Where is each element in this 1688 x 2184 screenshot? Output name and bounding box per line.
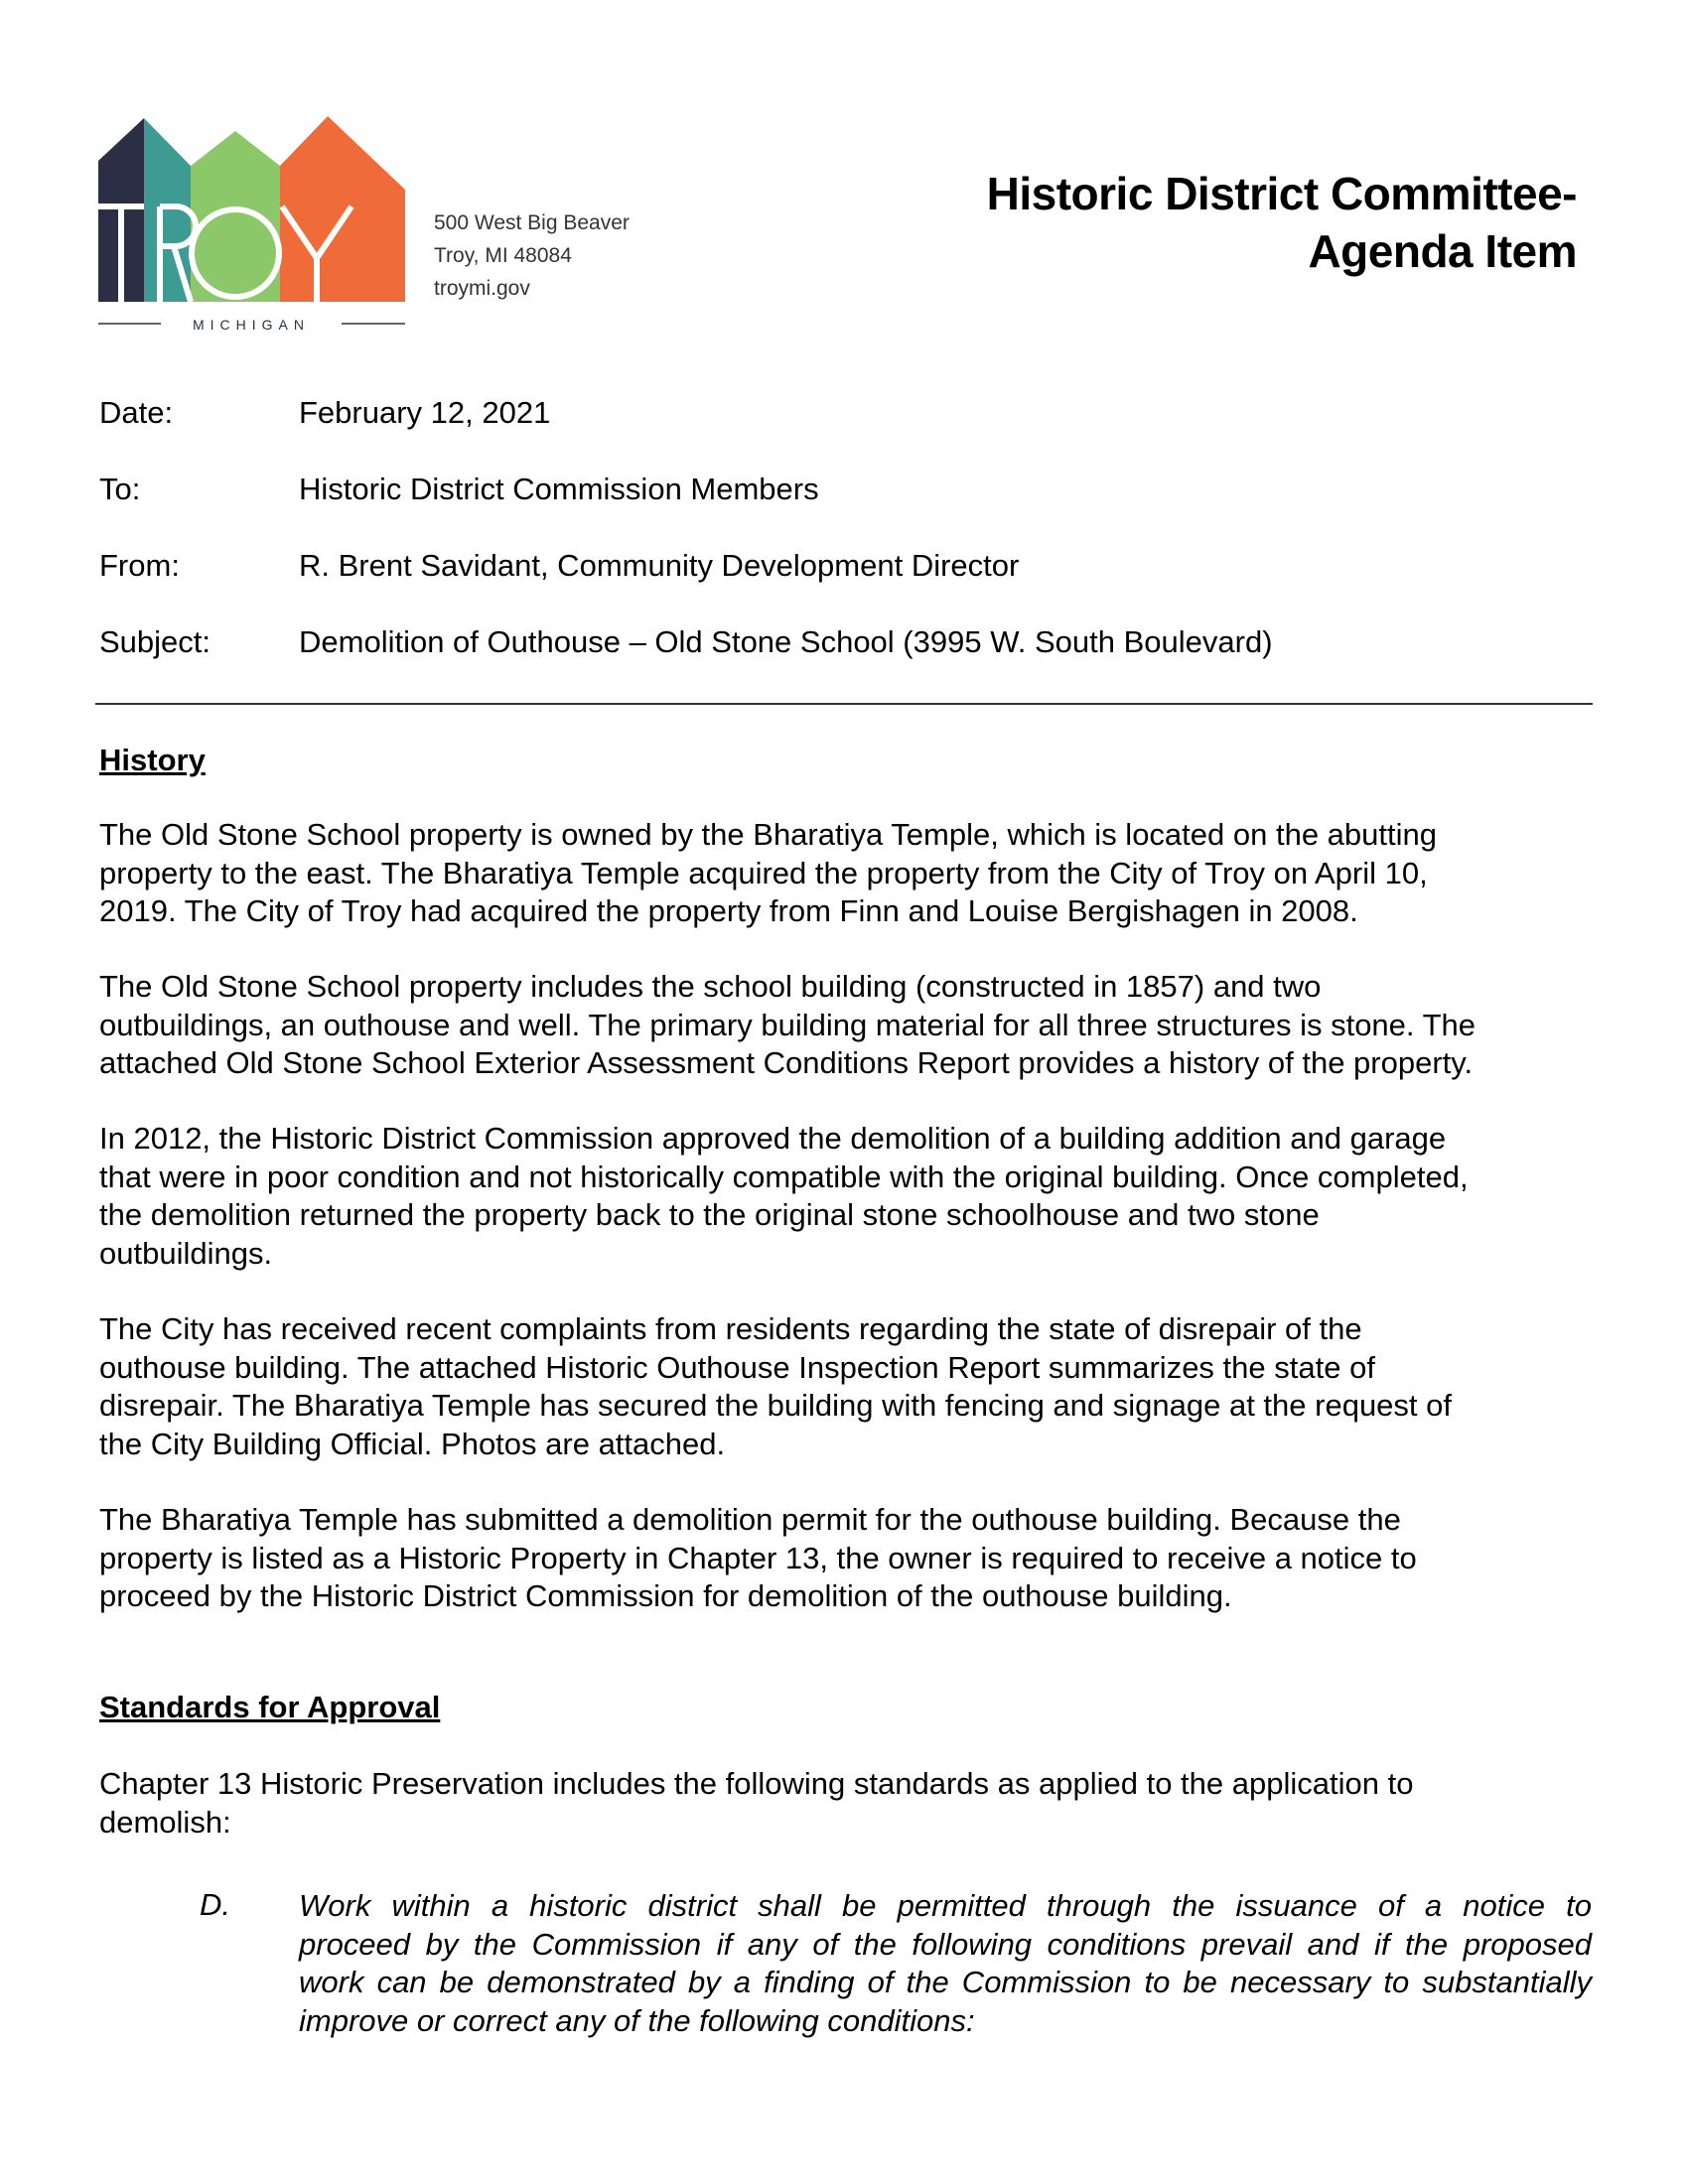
to-label: To:	[99, 472, 141, 506]
paragraph-line: attached Old Stone School Exterior Assessment Conditions Report provides a history of the property.	[99, 1045, 1474, 1080]
title-line: Historic District Committee-	[986, 168, 1577, 219]
paragraph-line: disrepair. The Bharatiya Temple has secured the building with fencing and signage at the request of	[99, 1388, 1453, 1423]
standard-line: proceed by the Commission if any of the following conditions prevail and if the proposed	[299, 1926, 1592, 1962]
history-heading: History	[99, 743, 206, 777]
paragraph-line: the City Building Official. Photos are attached.	[99, 1426, 726, 1461]
paragraph-line: outbuildings.	[99, 1235, 273, 1271]
paragraph-line: In 2012, the Historic District Commission approved the demolition of a building addition and garage	[99, 1121, 1447, 1156]
history-paragraph	[99, 816, 1437, 931]
standard-item-text	[299, 1887, 1592, 2040]
date-value: February 12, 2021	[299, 395, 551, 430]
subject-value: Demolition of Outhouse – Old Stone School (3995 W. South Boulevard)	[299, 624, 1273, 659]
troy-michigan-logo	[96, 114, 414, 333]
paragraph-line: outhouse building. The attached Historic Outhouse Inspection Report summarizes the state of	[99, 1349, 1375, 1385]
logo-subtext: MICHIGAN	[193, 317, 310, 333]
standards-heading: Standards for Approval	[99, 1690, 441, 1724]
paragraph-line: The City has received recent complaints from residents regarding the state of disrepair of the	[99, 1311, 1362, 1346]
standard-item-letter: D.	[200, 1887, 230, 1922]
to-value: Historic District Commission Members	[299, 472, 819, 506]
date-label: Date:	[99, 395, 174, 430]
title-line: Agenda Item	[1308, 225, 1577, 277]
history-paragraph	[99, 1120, 1469, 1273]
paragraph-line: property to the east. The Bharatiya Temple acquired the property from the City of Troy on April 10,	[99, 855, 1428, 890]
address-line: 500 West Big Beaver	[434, 211, 630, 234]
standard-line: Work within a historic district shall be permitted through the issuance of a notice to	[299, 1888, 1592, 1923]
history-paragraph	[99, 968, 1476, 1083]
paragraph-line: the demolition returned the property back to the original stone schoolhouse and two stone	[99, 1197, 1320, 1232]
document-title	[987, 165, 1577, 280]
paragraph-line: outbuildings, an outhouse and well. The primary building material for all three structures is stone. The	[99, 1007, 1476, 1042]
paragraph-line: proceed by the Historic District Commission for demolition of the outhouse building.	[99, 1578, 1232, 1613]
standards-intro	[99, 1765, 1413, 1842]
paragraph-line: 2019. The City of Troy had acquired the property from Finn and Louise Bergishagen in 2008.	[99, 893, 1358, 928]
history-paragraph	[99, 1310, 1452, 1463]
address-line: Troy, MI 48084	[434, 244, 572, 267]
city-address	[434, 206, 630, 305]
standard-line: improve or correct any of the following conditions:	[299, 2002, 975, 2038]
website-link[interactable]: troymi.gov	[434, 277, 530, 300]
paragraph-line: The Bharatiya Temple has submitted a demolition permit for the outhouse building. Because the	[99, 1502, 1401, 1537]
from-value: R. Brent Savidant, Community Development Director	[299, 548, 1020, 583]
paragraph-line: The Old Stone School property is owned by the Bharatiya Temple, which is located on the abutting	[99, 817, 1438, 852]
history-paragraph	[99, 1501, 1417, 1616]
paragraph-line: that were in poor condition and not historically compatible with the original building. Once completed,	[99, 1159, 1469, 1194]
standard-line: work can be demonstrated by a finding of the Commission to be necessary to substantially	[299, 1965, 1592, 1999]
paragraph-line: demolish:	[99, 1804, 231, 1840]
paragraph-line: Chapter 13 Historic Preservation includes the following standards as applied to the application to	[99, 1766, 1414, 1801]
subject-label: Subject:	[99, 624, 211, 659]
paragraph-line: property is listed as a Historic Property in Chapter 13, the owner is required to receive a notice to	[99, 1540, 1417, 1575]
from-label: From:	[99, 548, 180, 583]
paragraph-line: The Old Stone School property includes the school building (constructed in 1857) and two	[99, 969, 1322, 1004]
header-divider	[95, 703, 1593, 705]
